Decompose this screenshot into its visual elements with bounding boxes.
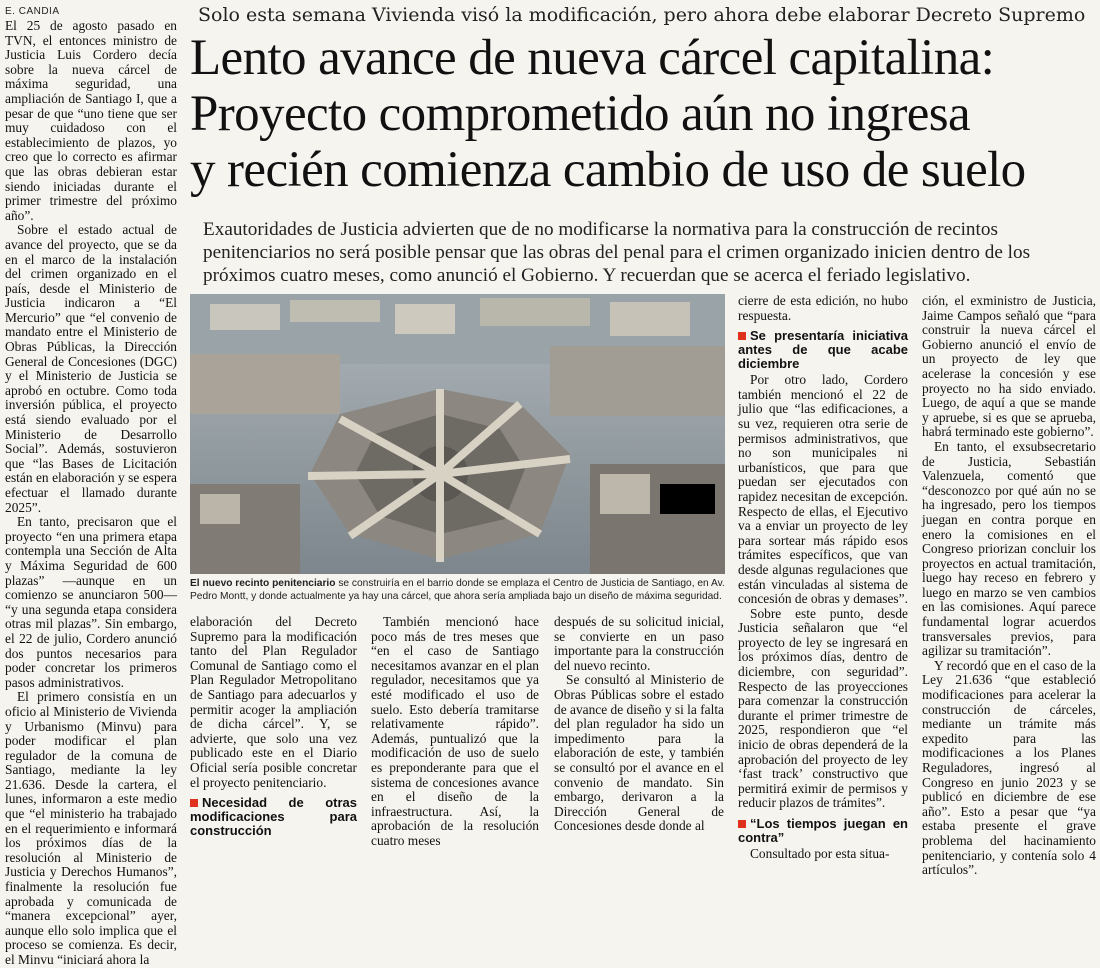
paragraph: En tanto, el exsubsecretario de Justicia, Sebastián Valenzuela, comentó que “desconozco por qué aún no se ha ingresado, pero los tiempos juegan en contra porque en enero la comisiones en el Congreso priorizan concluir los proyectos en actual tramitación, luego hay receso en febrero y luego en marzo se ven cambios en las comisiones. Aquí parece fundamental lograr acuerdos transversales previos, para agilizar su tramitación”. xyxy=(922,438,1096,659)
square-bullet-icon xyxy=(738,820,746,828)
paragraph: Y recordó que en el caso de la Ley 21.636 “que estableció modificaciones para acelerar la construcción de cárceles, mediante un trámite más expedito para las modificaciones a los Planes Reguladores, ingresó al Congreso en junio 2023 y se publicó en diciembre de ese año”. Esto a pesar que “ya estaba presente el grave problema del hacinamiento penitenciario, y contenía solo 4 artículos”. xyxy=(922,657,1096,878)
headline-line-3: y recién comienza cambio de uso de suelo xyxy=(190,142,1026,198)
paragraph: El 25 de agosto pasado en TVN, el entonces ministro de Justicia Luis Cordero decía sobre la nueva cárcel de máxima seguridad, una ampliación de Santiago I, que a pesar de que “uno tiene que ser muy cuidadoso con el establecimiento de plazos, yo creo que lo correcto es afirmar que las obras debieran estar siendo iniciadas durante el primer trimestre del próximo año”. xyxy=(5,18,177,223)
paragraph: Sobre el estado actual de avance del proyecto, que se da en el marco de la instalación del crimen organizado en el país, desde el Ministerio de Justicia indicaron a “El Mercurio” que “el convenio de mandato entre el Ministerio de Obras Públicas, la Dirección General de Concesiones (DGC) y el Ministerio de Justicia se aprobó en octubre. Como toda inversión pública, el proyecto está siendo evaluado por el Ministerio de Desarrollo Social”. Además, sostuvieron que “las Bases de Licitación están en elaboración y se espera efectuar el llamado durante 2025”. xyxy=(5,222,177,515)
deck-summary: Exautoridades de Justicia advierten que de no modificarse la normativa para la construcción de recintos penitenciarios no será posible pensar que las obras del penal para el crimen organizado inicien dentro de los próximos cuatro meses, como anunció el Gobierno. Y recuerdan que se acerca el feriado legislativo. xyxy=(203,219,1031,286)
headline xyxy=(190,30,1100,198)
paragraph: Por otro lado, Cordero también mencionó el 22 de julio que “las edificaciones, a su vez, requieren otra serie de permisos administrativos, que no son municipales ni urbanísticos, que para que puedan ser ejecutados con rapidez necesitan de excepción. Respecto de ellas, el Ejecutivo va a enviar un proyecto de ley para sortear más rápido esos trámites específicos, que van desde algunas regulaciones que están vinculadas al sistema de concesión de obras y demases”. xyxy=(738,372,908,607)
subheading: Se presentaría iniciativa antes de que acabe diciembre xyxy=(738,328,908,372)
square-bullet-icon xyxy=(738,332,746,340)
photo-illustration xyxy=(190,294,725,574)
subheading: Necesidad de otras modificaciones para construcción xyxy=(190,795,357,839)
paragraph: Se consultó al Ministerio de Obras Públicas sobre el estado de avance de diseño y si la falta del plan regulador ha sido un impedimento para la elaboración de este, y también se consultó por el avance en el convenio de mandato. Sin embargo, derivaron a la Dirección General de Concesiones desde donde al xyxy=(554,672,724,834)
square-bullet-icon xyxy=(190,799,198,807)
paragraph: También mencionó hace poco más de tres meses que “en el caso de Santiago necesitamos avanzar en el plan regulador, necesitamos que ya esté modificado el uso de suelo. Esto debería tramitarse relativamente rápido”. Además, puntualizó que la modificación de uso de suelo es preponderante para que el sistema de concesiones avance en el diseño de la infraestructura. Así, la aprobación de la resolución cuatro meses xyxy=(371,614,539,848)
paragraph: elaboración del Decreto Supremo para la modificación tanto del Plan Regulador Comunal de Santiago como el Plan Regulador Metropolitano de Santiago para adecuarlos y permitir acoger la ampliación de dicha cárcel”. Y, se advierte, que solo una vez publicado este en el Diario Oficial sería posible concretar el proyecto penitenciario. xyxy=(190,614,357,790)
paragraph: Sobre este punto, desde Justicia señalaron que “el proyecto de ley se ingresará en los próximos días, dentro de diciembre, con seguridad”. Respecto de las proyecciones para comenzar la construcción durante el primer trimestre de 2025, respondieron que “el inicio de obras dependerá de la aprobación del proyecto de ley ‘fast track’ constructivo que permitirá eximir de permisos y reducir plazos de trámites”. xyxy=(738,605,908,811)
paragraph: En tanto, precisaron que el proyecto “en una primera etapa contempla una Sección de Alta y Máxima Seguridad de 600 plazas” —aunque en un comienzo se anunciaron 500— “y una segunda etapa considera otras mil plazas”. Sin embargo, el 22 de julio, Cordero anunció dos puntos necesarios para poder concretar los primeros pasos administrativos. xyxy=(5,514,177,690)
paragraph: después de su solicitud inicial, se convierte en un paso importante para la construcción del nuevo recinto. xyxy=(554,614,724,673)
article-column-5 xyxy=(738,293,908,861)
headline-line-1: Lento avance de nueva cárcel capitalina: xyxy=(190,30,995,86)
photo-caption xyxy=(190,577,728,603)
paragraph: El primero consistía en un oficio al Ministerio de Vivienda y Urbanismo (Minvu) para poder modificar el plan regulador de la comuna de Santiago, mediante la ley 21.636. Desde la cartera, el lunes, informaron a este medio que “el ministerio ha trabajado en el requerimiento e informará los próximos días de la resolución al Ministerio de Justicia y Derechos Humanos”, finalmente la resolución fue aprobada y comunicada de “manera excepcional” ayer, aunque ello solo implica que el proceso se comienza. Es decir, el Minvu “iniciará ahora la xyxy=(5,689,177,967)
caption-text: se construiría en el barrio donde se emplaza el Centro de Justicia de Santiago, en Av. Pedro Montt, y donde actualmente ya hay una cárcel, que ahora sería ampliada bajo un diseño de máxima seguridad. xyxy=(190,578,725,602)
subheading: “Los tiempos juegan en contra” xyxy=(738,816,908,845)
paragraph: cierre de esta edición, no hubo respuesta. xyxy=(738,293,908,323)
article-column-3 xyxy=(371,614,539,848)
caption-lead: El nuevo recinto penitenciario xyxy=(190,578,336,589)
article-column-1 xyxy=(5,18,177,967)
paragraph: Consultado por esta situa- xyxy=(750,846,890,861)
headline-line-2: Proyecto comprometido aún no ingresa xyxy=(190,86,971,142)
article-column-6 xyxy=(922,293,1096,878)
prison-aerial-photo xyxy=(190,294,725,574)
kicker-line: Solo esta semana Vivienda visó la modificación, pero ahora debe elaborar Decreto Supremo xyxy=(198,4,1086,26)
article-column-2 xyxy=(190,614,357,839)
paragraph: ción, el exministro de Justicia, Jaime Campos señaló que “para construir la nueva cárcel el Gobierno anunció el envío de un proyecto de ley que acelerase la concesión y ese proyecto no ha sido enviado. Luego, de aquí a que se mande y apruebe, si es que se aprueba, habrá terminado este gobierno”. xyxy=(922,293,1096,440)
article-column-4 xyxy=(554,614,724,834)
photo-credit: E. CANDIA xyxy=(5,6,60,17)
